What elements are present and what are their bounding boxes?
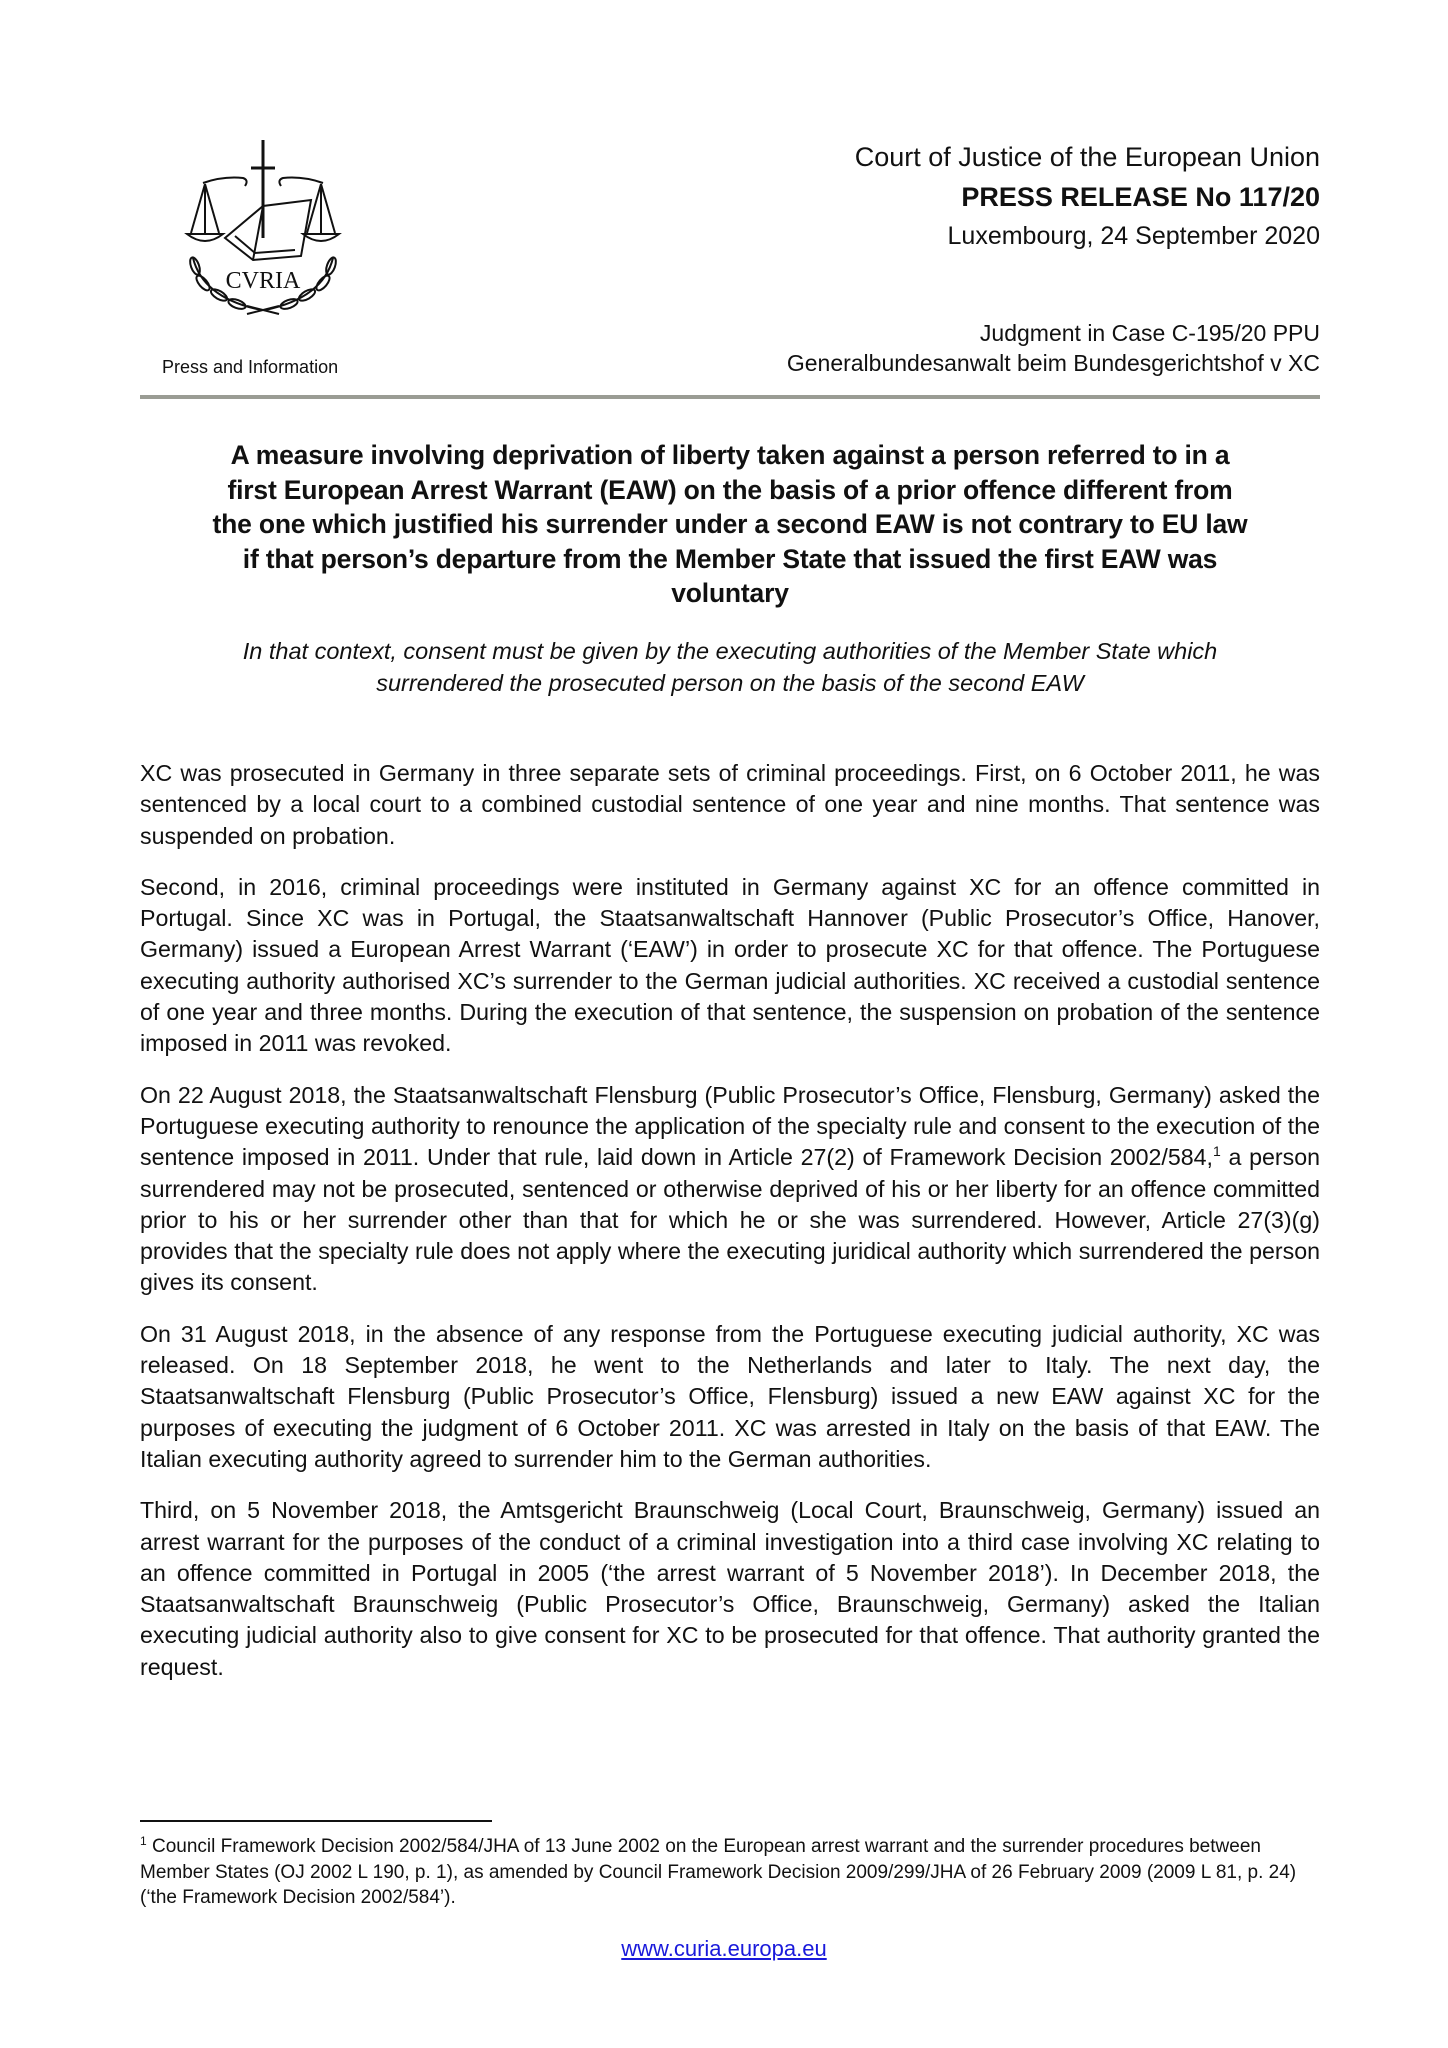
- body-paragraph: XC was prosecuted in Germany in three separate sets of criminal proceedings. First, on 6 October 2011, he was sentenced by a local court to a combined custodial sentence of one year and nine months. That sentence was suspended on probation.: [140, 760, 1320, 849]
- case-number: Judgment in Case C-195/20 PPU: [979, 320, 1320, 346]
- paragraph-text: a person surrendered may not be prosecuted, sentenced or otherwise deprived of his or her liberty for an offence committed prior to his or her surrender other than that for which he or she was surrendered. However, Article 27(3)(g) provides that the specialty rule does not apply where the executing juridical authority which surrendered the person gives its consent.: [140, 1144, 1320, 1296]
- press-release-subtitle: [140, 636, 1320, 699]
- body-paragraph: [140, 1080, 1320, 1299]
- footer: [0, 1936, 1448, 1962]
- body-paragraph: Third, on 5 November 2018, the Amtsgericht Braunschweig (Local Court, Braunschweig, Germany) issued an arrest warrant for the purposes of the conduct of a criminal investigation into a third case involving XC relating to an offence committed in Portugal in 2005 (‘the arrest warrant of 5 November 2018’). In December 2018, the Staatsanwaltschaft Braunschweig (Public Prosecutor’s Office, Braunschweig, Germany) asked the Italian executing judicial authority also to give consent for XC to be prosecuted for that offence. That authority granted the request.: [140, 1497, 1320, 1680]
- title-line: voluntary: [671, 578, 789, 608]
- body-paragraph: On 31 August 2018, in the absence of any response from the Portuguese executing judicial authority, XC was released. On 18 September 2018, he went to the Netherlands and later to Italy. The next day, the Staatsanwaltschaft Flensburg (Public Prosecutor’s Office, Flensburg) issued a new EAW against XC for the purposes of executing the judgment of 6 October 2011. XC was arrested in Italy on the basis of that EAW. The Italian executing authority agreed to surrender him to the German authorities.: [140, 1320, 1320, 1472]
- curia-website-link[interactable]: www.curia.europa.eu: [621, 1936, 827, 1961]
- case-parties: Generalbundesanwalt beim Bundesgerichtshof v XC: [786, 350, 1320, 376]
- subtitle-line: In that context, consent must be given by the executing authorities of the Member State which: [242, 638, 1218, 664]
- scales-of-justice-icon: [183, 138, 343, 320]
- paragraph-text: On 22 August 2018, the Staatsanwaltschaft Flensburg (Public Prosecutor’s Office, Flensburg, Germany) asked the Portuguese executing authority to renounce the application of the specialty rule and consent to the execution of the sentence imposed in 2011. Under that rule, laid down in Article 27(2) of Framework Decision 2002/584,: [140, 1081, 1320, 1171]
- curia-logo: [183, 138, 343, 320]
- case-reference: [787, 318, 1320, 378]
- body-paragraph: Second, in 2016, criminal proceedings were instituted in Germany against XC for an offence committed in Portugal. Since XC was in Portugal, the Staatsanwaltschaft Hannover (Public Prosecutor’s Office, Hanover, Germany) issued a European Arrest Warrant (‘EAW’) in order to prosecute XC for that offence. The Portuguese executing authority authorised XC’s surrender to the German judicial authorities. XC received a custodial sentence of one year and three months. During the execution of that sentence, the suspension on probation of the sentence imposed in 2011 was revoked.: [140, 873, 1320, 1057]
- footnote-number: 1: [140, 1834, 147, 1848]
- press-release-title: [140, 438, 1320, 611]
- header-divider: [140, 395, 1320, 399]
- press-and-information-label: Press and Information: [162, 357, 339, 377]
- press-release-number: PRESS RELEASE No 117/20: [961, 182, 1320, 212]
- body-text: [140, 758, 1320, 1703]
- footnote-reference[interactable]: 1: [1212, 1143, 1221, 1160]
- title-line: A measure involving deprivation of liberty taken against a person referred to in a: [230, 440, 1230, 470]
- footnote-divider: [140, 1820, 492, 1822]
- header-info: [855, 138, 1320, 254]
- title-line: first European Arrest Warrant (EAW) on the basis of a prior offence different from: [227, 474, 1233, 505]
- title-line: the one which justified his surrender under a second EAW is not contrary to EU law: [212, 509, 1248, 539]
- footnote-text: Council Framework Decision 2002/584/JHA of 13 June 2002 on the European arrest warrant and the surrender procedures between Member States (OJ 2002 L 190, p. 1), as amended by Council Framework Decision 2009/299/JHA of 26 February 2009 (2009 L 81, p. 24) (‘the Framework Decision 2002/584’).: [140, 1836, 1297, 1908]
- title-line: if that person’s departure from the Member State that issued the first EAW was: [242, 543, 1218, 574]
- svg-text:CVRIA: CVRIA: [225, 268, 301, 294]
- place-and-date: Luxembourg, 24 September 2020: [947, 222, 1320, 250]
- footnote: [140, 1834, 1320, 1911]
- institution-name: Court of Justice of the European Union: [854, 142, 1320, 172]
- subtitle-line: surrendered the prosecuted person on the basis of the second EAW: [376, 669, 1084, 696]
